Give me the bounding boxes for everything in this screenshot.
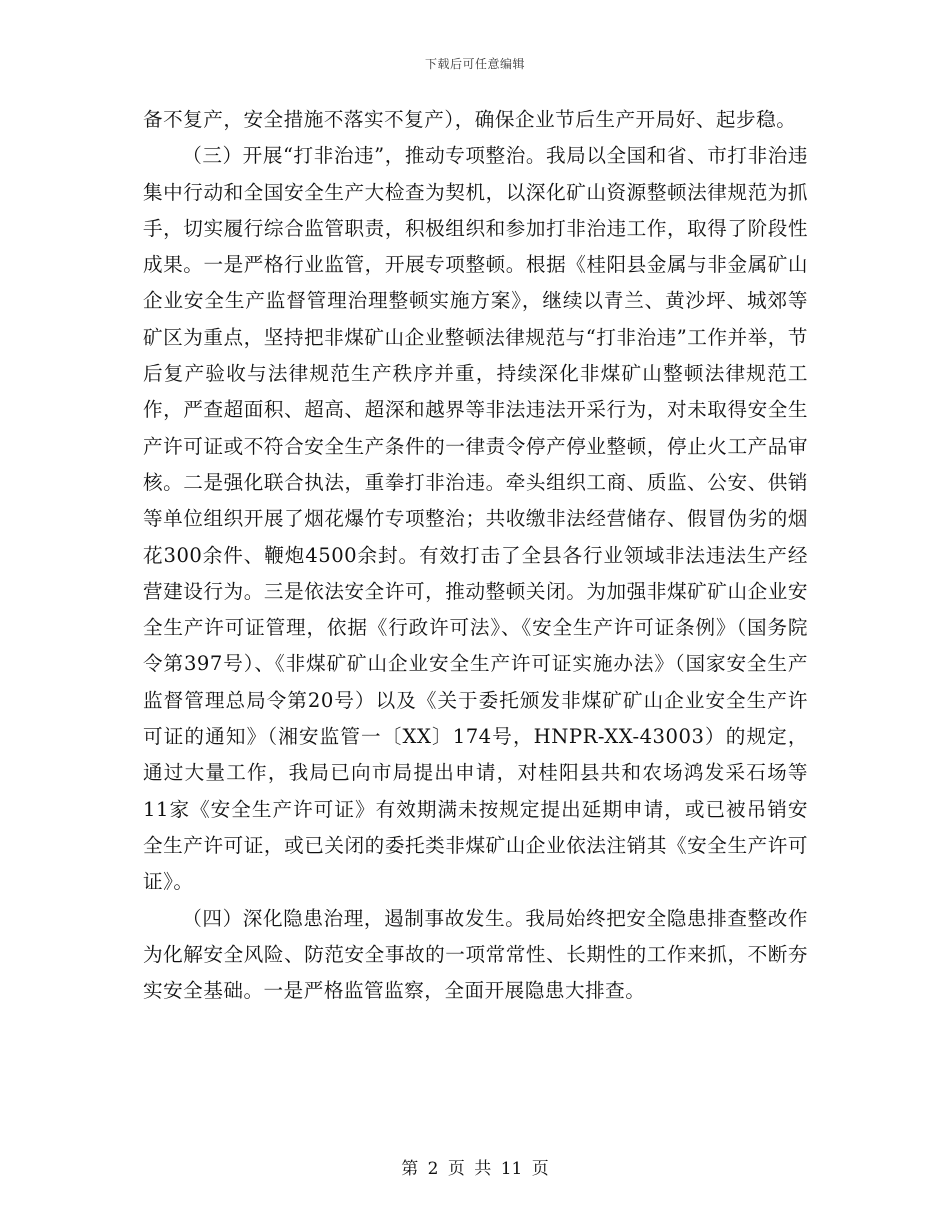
page-number-footer: 第 2 页 共 11 页: [401, 1159, 549, 1179]
paragraph-section-4: （四）深化隐患治理，遏制事故发生。我局始终把安全隐患排查整改作为化解安全风险、防范安全事故的一项常常性、长期性的工作来抓，不断夯实安全基础。一是严格监管监察，全面开展隐患大排查。: [143, 906, 808, 1003]
page-header: 下载后可任意编辑: [424, 57, 525, 71]
paragraph-continuation: 备不复产，安全措施不落实不复产），确保企业节后生产开局好、起步稳。: [143, 108, 797, 131]
paragraph-section-3: （三）开展“打非治违”，推动专项整治。我局以全国和省、市打非治违集中行动和全国安全生产大检查为契机，以深化矿山资源整顿法律规范为抓手，切实履行综合监管职责，积极组织和参加打非治违工作，取得了阶段性成果。一是严格行业监管，开展专项整顿。根据《桂阳县金属与非金属矿山企业安全生产监督管理治理整顿实施方案》，继续以青兰、黄沙坪、城郊等矿区为重点，坚持把非煤矿山企业整顿法律规范与“打非治违”工作并举，节后复产验收与法律规范生产秩序并重，持续深化非煤矿山整顿法律规范工作，严查超面积、超高、超深和越界等非法违法开采行为，对未取得安全生产许可证或不符合安全生产条件的一律责令停产停业整顿，停止火工产品审核。二是强化联合执法，重拳打非治违。牵头组织工商、质监、公安、供销等单位组织开展了烟花爆竹专项整治；共收缴非法经营储存、假冒伪劣的烟花300余件、鞭炮4500余封。有效打击了全县各行业领域非法违法生产经营建设行为。三是依法安全许可，推动整顿关闭。为加强非煤矿矿山企业安全生产许可证管理，依据《行政许可法》、《安全生产许可证条例》（国务院令第397号）、《非煤矿矿山企业安全生产许可证实施办法》（国家安全生产监督管理总局令第20号）以及《关于委托颁发非煤矿矿山企业安全生产许可证的通知》（湘安监管一〔XX〕174号，HNPR-XX-43003）的规定，通过大量工作，我局已向市局提出申请，对桂阳县共和农场鸿发采石场等11家《安全生产许可证》有效期满未按规定提出延期申请，或已被吊销安全生产许可证，或已关闭的委托类非煤矿山企业依法注销其《安全生产许可证》。: [143, 144, 808, 894]
document-body: [143, 102, 808, 1009]
